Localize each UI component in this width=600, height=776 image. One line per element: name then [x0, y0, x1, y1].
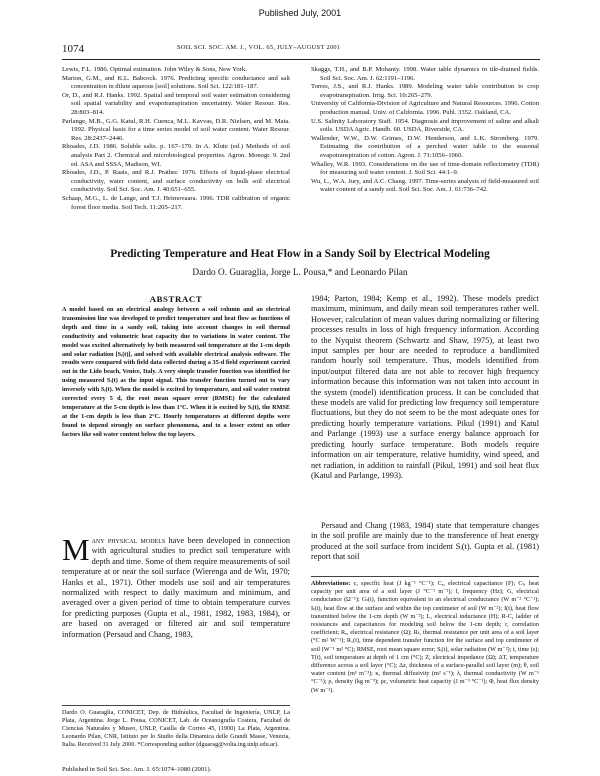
reference-item: University of California-Division of Agriculture and Natural Resources. 1996. Cotton production manual. Univ. of California. 1996. Publ. 3352. Oakland, CA.	[311, 100, 539, 116]
reference-item: Lewis, F.L. 1986. Optimal estimation. John Wiley & Sons, New York.	[62, 66, 247, 73]
article-title: Predicting Temperature and Heat Flow in a Sandy Soil by Electrical Modeling	[110, 248, 490, 260]
abstract-heading: ABSTRACT	[149, 294, 203, 304]
header-rule	[62, 59, 540, 60]
abstract-text: A model based on an electrical analogy between a soil column and an electrical transmission line was developed to predict temperature and heat flow as functions of depth and time in a sandy soil, taking into account changes in soil thermal conductivity and volumetric heat capacity due to variations in water content. The model was excited alternatively by both measured soil temperature at the 1-cm depth and solar radiation [Sᵢ(t)], and solved with available electrical analysis software. The results were compared with field data collected during a 35-d field experiment carried out in the Lido beach, Venice, Italy. A very simple transfer function was identified for using measured Sᵢ(t) as the input signal. This transfer function turned out to vary inversely with Sᵢ(t). When the model is excited by temperature, and soil water content corrected every 5 d, the root mean square error (RMSE) for the calculated temperature at the 5-cm depth is less than 1°C. When it is excited by Sᵢ(t), the RMSE at the 1-cm depth is less than 2°C. Hourly temperatures at different depths were found to depend strongly on surface phenomena, and to a lesser extent on other factors like soil water content below the top layers.	[62, 306, 290, 438]
intro-text: have been developed in connection with agricultural studies to predict soil temperature with depth and time. Some of them require measurements of soil temperature at or near the soil surface (Wierenga and de Wit, 1970; Hanks et al., 1971). Other models use soil and air temperatures normalized with respect to daily maximum and minimum, and averaged over a given period of time to obtain temperature curves for predicting purposes (Gupta et al., 1981, 1982, 1983, 1984), or are based on averaged or filtered air and soil temperature information (Persaud and Chang, 1983,	[62, 536, 290, 639]
reference-item: Wallender, W.W., D.W. Grimes, D.W. Henderson, and L.K. Stromberg. 1979. Estimating the contribution of a perched water table to the seasonal evapotranspiration of cotton. Agron. J. 71:1056–1060.	[311, 134, 539, 159]
references-right-column	[311, 66, 539, 195]
publication-line: Published in Soil Sci. Soc. Am. J. 65:1074–1080 (2001).	[62, 766, 212, 773]
reference-item: U.S. Salinity Laboratory Staff. 1954. Diagnosis and improvement of saline and alkali soils. USDA Agric. Handb. 60. USDA, Riverside, CA.	[311, 117, 539, 134]
journal-running-head: SOIL SCI. SOC. AM. J., VOL. 65, JULY–AUGUST 2001	[177, 44, 341, 51]
abbreviations-text: c, specific heat (J kg⁻¹ °C⁻¹); Cₑ, electrical capacitance (F); Cₜ, heat capacity per unit area of a soil layer (J °C⁻¹ m⁻²); f, frequency (Hz); G, electrical conductance (Ω⁻¹); Gₜ(t), function equivalent to an electrical conductance (W m⁻² °C⁻¹); Iₜ(t), heat flow at the surface and within the top centimeter of soil (W m⁻²); I(t), heat flow transmitted below the 1-cm depth (W m⁻²); L, electrical inductance (H); R-C, ladder of resistances and capacitances for modeling soil below the 1-cm depth; r, correlation coefficient; Rₑ, electrical resistance (Ω); Rₜ, thermal resistance per unit area of a soil layer (°C m² W⁻¹); R₁(t), time dependent transfer function for the surface and top centimeter of soil (W⁻¹ m² °C); RMSE, root mean square error; Sᵢ(t), solar radiation (W m⁻²); t, time (s); T(t), soil temperature at depth of 1 cm (°C); Z, electrical impedance (Ω); ΔT, temperature difference across a soil layer (°C); Δz, thickness of a surface-parallel soil layer (m); θ, soil water content (m³ m⁻³); κ, thermal diffusivity (m² s⁻¹); λ, thermal conductivity (W m⁻¹ °C⁻¹); ρ, density (kg m⁻³); ρc, volumetric heat capacity (J m⁻³ °C⁻¹); Φ, heat flux density (W m⁻²).	[311, 580, 539, 694]
reference-item: Or, D., and R.J. Hanks. 1992. Spatial and temporal soil water estimation considering soil spatial variability and evapotranspiration uncertainty. Water Resour. Res. 28:803–814.	[62, 91, 290, 116]
article-authors: Dardo O. Guaraglia, Jorge L. Pousa,* and Leonardo Pilan	[192, 268, 408, 278]
abbreviations-label: Abbreviations:	[311, 580, 351, 587]
body-paragraph-right-1: 1984; Parton, 1984; Kemp et al., 1992). These models predict maximum, minimum, and daily mean soil temperatures rather well. However, calculation of mean values during normalizing or filtering processes results in loss of high frequency information. According to the Nyquist theorem (Schwartz and Shaw, 1975), at least two input samples per hour are needed to reproduce a bandlimited random hourly soil temperature. Thus, models identified from input/output filtered data are not able to recover high frequency information because this information was not taken into account in the system (model) identification process. It can be concluded that these models are valid for predicting low frequency soil temperature fluctuations, but they do not seem to be the most adequate ones for predicting hourly temperature variations. Pikul (1991) and Katul and Parlange (1993) use a surface energy balance approach for predicting hourly surface temperature. Both models require information on air temperature, relative humidity, wind speed, and net radiation, in addition to rainfall (Pikul, 1991) and soil heat flux (Katul and Parlange, 1993).	[311, 294, 539, 480]
published-date-header: Published July, 2001	[258, 8, 342, 18]
reference-item: Marion, G.M., and K.L. Babcock. 1976. Predicting specific conductance and salt concentration in dilute aqueous [soil] solutions. Soil Sci. 122:181–187.	[62, 74, 290, 91]
author-affiliation-footnote: Dardo O. Guaraglia, CONICET, Dep. de Hidráulica, Facultad de Ingeniería, UNLP, La Plata, Argentina. Jorge L. Pousa, CONICET, Lab. de Oceanografía Costera, Facultad de Ciencias Naturales y Museo, UNLP, Casilla de Correo 45, (1900) La Plata, Argentina. Leonardo Pilan, CNR, Istituto per lo Studio della Dinamica delle Grandi Masse, Venezia, Italia. Received 31 July 2000. *Corresponding author (dguarag@volta.ing.unlp.edu.ar).	[62, 705, 290, 749]
introduction-paragraph	[62, 532, 290, 640]
reference-item: Skaggs, T.H., and B.P. Mohanty. 1998. Water table dynamics in tile-drained fields. Soil Sci. Soc. Am. J. 62:1191–1196.	[311, 66, 539, 82]
page-number: 1074	[62, 43, 84, 55]
body-paragraph-right-2: Persaud and Chang (1983, 1984) state that temperature changes in the soil profile are mainly due to the transference of heat energy produced at the soil surface from incident Sᵢ(t). Gupta et al. (1981) report that soil	[311, 521, 539, 562]
reference-item: Wu, L., W.A. Jury, and A.C. Chang. 1997. Time-series analysis of field-measured soil water content of a sandy soil. Soil Sci. Soc. Am. J. 61:736–742.	[311, 177, 539, 194]
reference-item: Rhoades, J.D. 1986. Soluble salts. p. 167–179. In A. Klute (ed.) Methods of soil analysis Part 2. Chemical and microbiological properties. Agron. Monogr. 9. 2nd ed. ASA and SSSA, Madison, WI.	[62, 143, 290, 168]
reference-item: Whalley, W.R. 1993. Considerations on the use of time-domain reflectometry (TDR) for measuring soil water content. J. Soil Sci. 44:1–9.	[311, 160, 539, 177]
drop-cap-letter: M	[62, 532, 90, 567]
reference-item: Torres, J.S., and R.J. Hanks. 1989. Modeling water table contribution to crop evapotranspiration. Irrig. Sci. 10:265–279.	[311, 83, 539, 99]
reference-item: Parlange, M.B., G.G. Katul, R.H. Cuenca, M.L. Kavvas, D.R. Nielsen, and M. Mata. 1992. Physical basis for a time series model of soil water content. Water Resour. Res. 28:2437–2446.	[62, 117, 290, 142]
reference-item: Schaap, M.G., L. de Lange, and T.J. Heimovaara. 1996. TDR calibration of organic forest floor media. Soil Tech. 11:205–217.	[62, 194, 290, 211]
references-left-column	[62, 66, 290, 212]
abbreviations-footnote	[311, 576, 539, 695]
intro-small-caps: any physical models	[91, 536, 166, 545]
reference-item: Rhoades, J.D., P. Raats, and R.J. Prather. 1976. Effects of liquid-phase electrical conductivity, water content, and surface conductivity on bulk soil electrical conductivity. Soil Sci. Soc. Am. J. 40:651–655.	[62, 169, 290, 194]
